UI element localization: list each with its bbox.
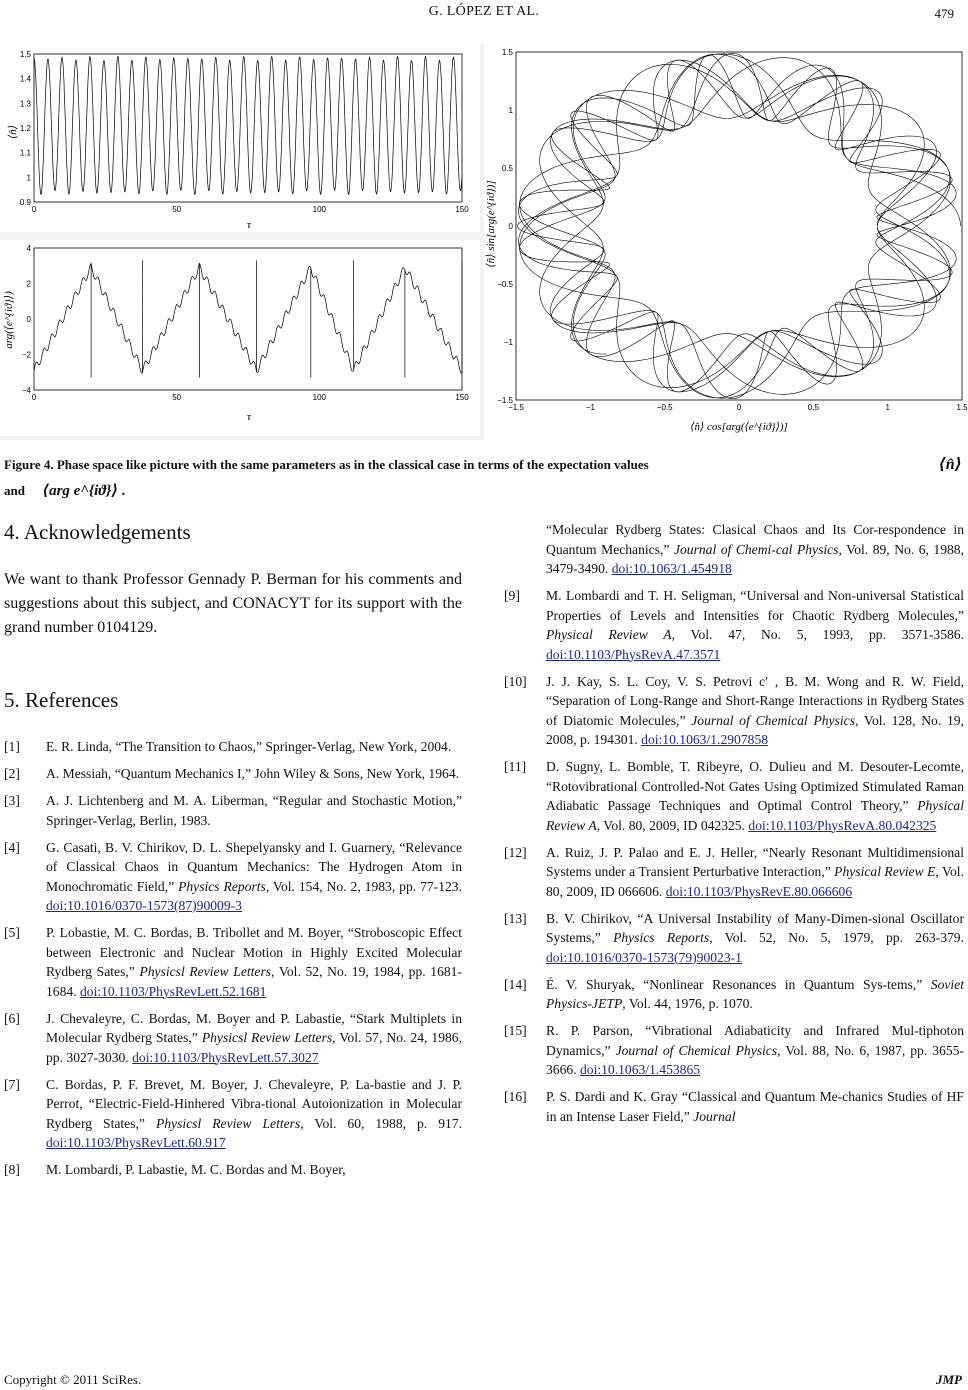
y-tick-label: 0 <box>508 222 513 231</box>
panel-b-ylabel: arg(⟨e^{iϑ}⟩) <box>3 291 15 349</box>
reference-details: , Vol. 88, No. 6, 1987, pp. 3655-3666. <box>546 1042 964 1077</box>
y-tick-label: −2 <box>21 350 31 360</box>
doi-link[interactable]: doi:10.1016/0370-1573(79)90023-1 <box>546 949 742 965</box>
doi-link[interactable]: doi:10.1063/1.453865 <box>579 1062 701 1077</box>
doi-link[interactable]: doi:10.1063/1.2907858 <box>641 732 769 747</box>
reference-list-left <box>4 737 462 1187</box>
reference-journal: Journal of Chemical Physics <box>615 1042 778 1058</box>
doi-link[interactable]: doi:10.1103/PhysRevA.47.3571 <box>546 646 721 662</box>
reference-item <box>504 520 964 579</box>
panel-c-ylabel: ⟨n̂⟩ sin[arg(e^{iϑ})] <box>485 180 497 268</box>
reference-details: , Vol. 128, No. 19, 2008, p. 194301. <box>546 712 964 747</box>
reference-text: “Molecular Rydberg States: Clasical Chaos and Its Cor-respondence in Quantum Mechanics,” <box>546 522 964 557</box>
y-tick-label: 1.5 <box>19 50 31 59</box>
reference-text: J. J. Kay, S. L. Coy, V. S. Petrovi c′ , B. M. Wong and R. W. Field, “Separation of Long-Range and Short-Range Interactions in Rydberg States of Diatomic Molecules,” <box>546 673 964 728</box>
y-tick-label: 1.5 <box>501 48 513 57</box>
reference-number: [6] <box>4 1010 20 1026</box>
y-tick-label: 1 <box>508 106 513 115</box>
reference-item <box>504 1087 964 1126</box>
reference-number: [1] <box>4 739 20 754</box>
reference-text: E. R. Linda, “The Transition to Chaos,” Springer-Verlag, New York, 2004. <box>46 739 452 754</box>
y-tick-label: 1.1 <box>19 148 31 158</box>
panel-c-chart <box>484 44 968 440</box>
reference-text: R. P. Parson, “Vibrational Adiabaticity and Infrared Mul-tiphoton Dynamics,” <box>546 1023 964 1058</box>
panel-a-chart <box>0 44 480 232</box>
page-number: 479 <box>934 6 954 21</box>
doi-link[interactable]: doi:10.1103/PhysRevA.80.042325 <box>748 817 937 833</box>
footer-copyright: Copyright © 2011 SciRes. <box>4 1372 142 1387</box>
reference-journal: Physics Reports <box>613 930 710 945</box>
reference-text: C. Bordas, P. F. Brevet, M. Boyer, J. Chevaleyre, P. La-bastie and J. P. Perrot, “Electric-Field-Hinhered Vibra-tional Autoionization in Molecular Rydberg States,” <box>46 1076 462 1131</box>
y-tick-label: 1.3 <box>19 99 31 109</box>
reference-list-right <box>504 520 964 1134</box>
caption-math-arg: ⟨arg e^{iϑ}⟩ . <box>42 483 126 499</box>
reference-number: [5] <box>4 925 20 940</box>
reference-number: [14] <box>504 976 527 992</box>
reference-item <box>4 1160 462 1180</box>
reference-number: [13] <box>504 910 527 926</box>
reference-number: [10] <box>504 673 527 689</box>
y-tick-label: 2 <box>26 279 31 289</box>
figure-caption <box>4 452 962 504</box>
x-tick-label: 0 <box>31 205 37 214</box>
x-tick-label: 50 <box>172 205 182 214</box>
reference-item <box>504 672 964 750</box>
reference-number: [11] <box>504 759 527 774</box>
reference-item <box>504 975 964 1014</box>
reference-number: [8] <box>4 1162 20 1177</box>
reference-journal: Physical Review A <box>546 798 964 833</box>
panel-b-chart <box>0 240 480 436</box>
x-tick-label: 1.5 <box>956 403 968 412</box>
reference-item <box>504 909 964 968</box>
ack-text: We want to thank Professor Gennady P. Berman for his comments and suggestions about this subject, and CONACYT for its support with the grand number 0104129. <box>4 571 462 636</box>
y-tick-label: −1.5 <box>497 396 513 405</box>
reference-details: , Vol. 80, 2009, ID 066606. <box>546 864 964 899</box>
reference-text: B. V. Chirikov, “A Universal Instability of Many-Dimen-sional Oscillator Systems,” <box>546 910 964 945</box>
y-tick-label: 1 <box>26 173 31 183</box>
reference-journal: Journal of Chemical Physics <box>691 712 855 728</box>
figure-4 <box>0 44 968 440</box>
y-tick-label: 0 <box>26 315 31 324</box>
ack-heading: 4. Acknowledgements <box>4 520 191 544</box>
panel-b-xlabel: τ <box>247 411 251 423</box>
y-tick-label: −1 <box>503 338 513 347</box>
reference-item <box>4 923 462 1001</box>
y-tick-label: 1.4 <box>19 74 31 84</box>
reference-text: A. Ruiz, J. P. Palao and E. J. Heller, “Nearly Resonant Multidimensional Systems under a Transient Perturbative Interaction,” <box>546 844 964 879</box>
reference-number: [12] <box>504 844 527 860</box>
reference-text: M. Lombardi, P. Labastie, M. C. Bordas and M. Boyer, <box>46 1162 346 1177</box>
reference-journal: Physical Review A <box>546 627 672 642</box>
reference-text: D. Sugny, L. Bomble, T. Ribeyre, O. Dulieu and M. Desouter-Lecomte, “Rotovibrational Controlled-Not Gates Using Optimized Stimulated Raman Adiabatic Passage Techniques and Optimal Control Theory,” <box>546 759 964 813</box>
reference-number: [16] <box>504 1089 527 1104</box>
reference-text: A. J. Lichtenberg and M. A. Liberman, “Regular and Stochastic Motion,” Springer-Verlag, Berlin, 1983. <box>46 793 462 828</box>
x-tick-label: 50 <box>172 393 182 402</box>
reference-text: J. Chevaleyre, C. Bordas, M. Boyer and P. Labastie, “Stark Multiplets in Molecular Rydberg States,” <box>46 1010 462 1045</box>
reference-details: , Vol. 154, No. 2, 1983, pp. 77-123. <box>265 878 462 894</box>
y-tick-label: 0.9 <box>19 198 31 207</box>
reference-text: A. Messiah, “Quantum Mechanics I,” John Wiley & Sons, New York, 1964. <box>46 766 460 781</box>
reference-number: [4] <box>4 839 20 855</box>
reference-journal: Journal of Chemi-cal Physics <box>673 541 839 557</box>
reference-details: , Vol. 47, No. 5, 1993, pp. 3571-3586. <box>671 627 964 642</box>
reference-details: , Vol. 80, 2009, ID 042325. <box>596 817 749 833</box>
reference-number: [7] <box>4 1076 20 1092</box>
y-tick-label: −4 <box>21 386 31 395</box>
reference-item <box>4 737 462 757</box>
x-tick-label: 150 <box>455 393 469 402</box>
reference-journal: Physical Review E <box>834 864 936 879</box>
doi-link[interactable]: doi:10.1063/1.454918 <box>611 561 732 576</box>
footer-journal: JMP <box>936 1372 962 1387</box>
reference-item <box>504 843 964 902</box>
reference-details: , Vol. 89, No. 6, 1988, 3479-3490. <box>546 541 965 576</box>
reference-journal: Journal <box>693 1108 736 1124</box>
doi-link[interactable]: doi:10.1103/PhysRevLett.57.3027 <box>132 1049 319 1065</box>
reference-number: [2] <box>4 766 20 781</box>
doi-link[interactable]: doi:10.1103/PhysRevLett.52.1681 <box>79 983 267 999</box>
x-tick-label: 1 <box>885 403 890 412</box>
reference-item <box>4 1075 462 1153</box>
x-tick-label: 100 <box>312 393 327 402</box>
reference-item <box>4 838 462 916</box>
caption-math-n: ⟨n̂⟩ <box>938 456 962 473</box>
reference-item <box>504 757 964 835</box>
x-tick-label: −1.5 <box>508 403 524 412</box>
panel-c-xlabel: ⟨n̂⟩ cos[arg(⟨e^{iϑ}⟩)] <box>690 421 788 433</box>
running-header: G. LÓPEZ ET AL. <box>428 4 540 19</box>
reference-journal: Soviet Physics-JETP <box>546 976 964 1011</box>
caption-text: Figure 4. Phase space like picture with the same parameters as in the classical case in terms of the expectation values <box>4 457 649 472</box>
panel-a-ylabel: ⟨n̂⟩ <box>7 124 19 140</box>
x-tick-label: 0.5 <box>807 403 819 412</box>
x-tick-label: −0.5 <box>656 403 673 412</box>
reference-item <box>504 586 964 664</box>
reference-item <box>4 1009 462 1068</box>
reference-number: [3] <box>4 793 20 808</box>
doi-link[interactable]: doi:10.1103/PhysRevE.80.066606 <box>665 883 853 899</box>
y-tick-label: 0.5 <box>501 164 513 173</box>
reference-item <box>4 764 462 784</box>
doi-link[interactable]: doi:10.1016/0370-1573(87)90009-3 <box>46 898 242 913</box>
reference-details: , Vol. 52, No. 19, 1984, pp. 1681-1684. <box>46 964 462 999</box>
caption-and: and <box>4 483 25 498</box>
reference-details: , Vol. 52, No. 5, 1979, pp. 263-379. <box>709 930 964 945</box>
x-tick-label: −1 <box>585 403 595 412</box>
reference-item <box>504 1021 964 1080</box>
reference-text: M. Lombardi and T. H. Seligman, “Universal and Non-universal Statistical Properties of Levels and Intensities for Chaotic Rydberg Molecules,” <box>546 588 964 623</box>
reference-details: , Vol. 44, 1976, p. 1070. <box>622 996 753 1011</box>
panel-a-xlabel: τ <box>247 219 251 231</box>
reference-journal: Physics Reports <box>178 878 266 894</box>
reference-number: [9] <box>504 588 520 603</box>
reference-journal: Physicsl Review Letters <box>155 1115 301 1131</box>
reference-text: P. Lobastie, M. C. Bordas, B. Tribollet and M. Boyer, “Stroboscopic Effect between Electronic and Nuclear Motion in Highly Excited Molecular Rydberg Sates,” <box>46 925 462 979</box>
reference-text: P. S. Dardi and K. Gray “Classical and Quantum Me-chanics Studies of HF in an Intense Laser Field,” <box>546 1089 964 1124</box>
doi-link[interactable]: doi:10.1103/PhysRevLett.60.917 <box>46 1135 226 1150</box>
x-tick-label: 0 <box>31 393 37 402</box>
reference-details: , Vol. 60, 1988, p. 917. <box>300 1115 462 1131</box>
x-tick-label: 150 <box>455 205 469 214</box>
reference-journal: Physicsl Review Letters <box>139 964 272 979</box>
y-tick-label: −0.5 <box>497 280 513 289</box>
x-tick-label: 0 <box>736 403 742 412</box>
reference-details: , Vol. 57, No. 24, 1986, pp. 3027-3030. <box>46 1030 462 1065</box>
x-tick-label: 100 <box>312 205 327 214</box>
y-tick-label: 1.2 <box>19 124 31 133</box>
reference-text: G. Casati, B. V. Chirikov, D. L. Shepelyansky and I. Guarnery, “Relevance of Classical Chaos in Quantum Mechanics: The Hydrogen Atom in Monochromatic Field,” <box>46 839 462 894</box>
reference-number: [15] <box>504 1023 527 1038</box>
y-tick-label: 4 <box>26 244 31 253</box>
reference-item <box>4 791 462 830</box>
reference-journal: Physicsl Review Letters <box>201 1030 333 1045</box>
references-heading: 5. References <box>4 688 119 712</box>
reference-text: É. V. Shuryak, “Nonlinear Resonances in Quantum Sys-tems,” <box>546 976 931 992</box>
